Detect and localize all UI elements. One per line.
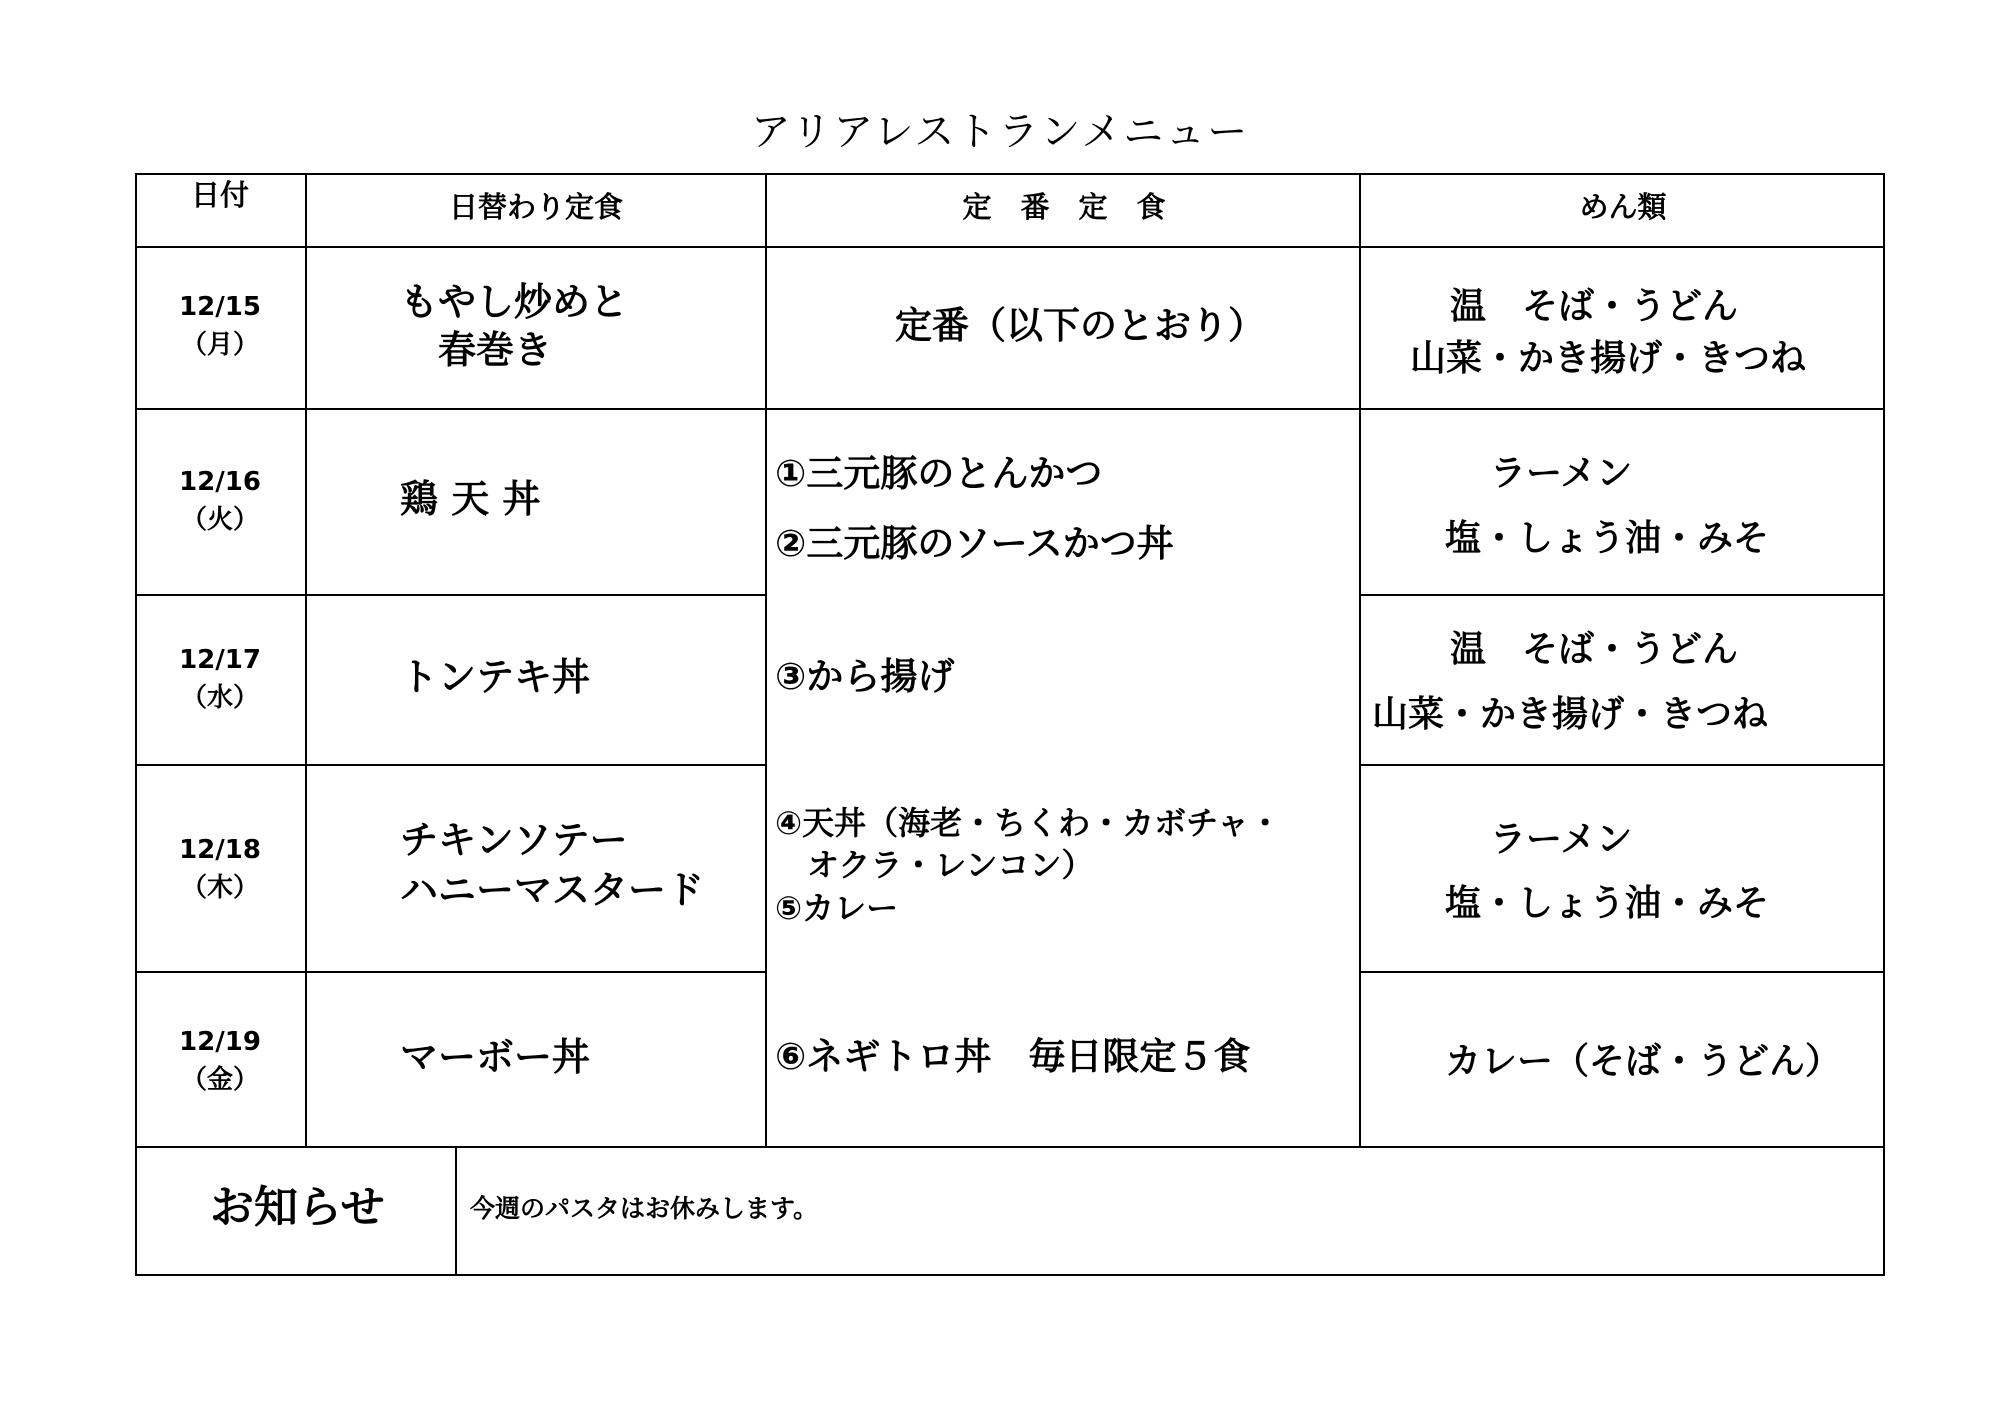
header-divider <box>135 246 1885 248</box>
weekday-cell: （水） <box>180 683 259 713</box>
daily-dish: マーボー丼 <box>400 1035 591 1079</box>
noodle-line: 山菜・かき揚げ・きつね <box>1410 338 1807 379</box>
noodle-line: 山菜・かき揚げ・きつね <box>1372 694 1769 735</box>
weekday-cell: （月） <box>180 330 259 360</box>
row-divider-2-left <box>135 594 767 596</box>
noodle-line: カレー（そば・うどん） <box>1445 1041 1842 1082</box>
table-border-top <box>135 173 1885 175</box>
standard-item: ③から揚げ <box>775 655 955 698</box>
header-date: 日付 <box>190 178 249 212</box>
table-border-right <box>1883 173 1885 1276</box>
col-divider-standard <box>1359 173 1361 1148</box>
date-cell: 12/15 <box>179 292 261 322</box>
date-cell: 12/17 <box>179 645 261 675</box>
header-noodles: めん類 <box>1579 190 1667 224</box>
daily-dish: トンテキ丼 <box>400 655 591 699</box>
daily-dish: チキンソテー <box>400 818 628 862</box>
standard-item: オクラ・レンコン） <box>775 846 1094 884</box>
date-cell: 12/18 <box>179 835 261 865</box>
weekday-cell: （木） <box>180 873 259 903</box>
col-divider-date <box>305 173 307 1148</box>
standard-intro: 定番（以下のとおり） <box>895 304 1265 347</box>
row-divider-4-right <box>1361 971 1885 973</box>
standard-item: ⑤カレー <box>775 889 899 927</box>
row-divider-3-left <box>135 764 767 766</box>
page-title: アリアレストランメニュー <box>750 109 1250 155</box>
notice-divider <box>135 1146 1885 1148</box>
standard-item: ②三元豚のソースかつ丼 <box>775 522 1174 565</box>
noodle-line: ラーメン <box>1490 453 1633 494</box>
standard-item: ④天丼（海老・ちくわ・カボチャ・ <box>775 804 1282 842</box>
row-divider-1 <box>135 408 1885 410</box>
header-daily-set-meal: 日替わり定食 <box>448 190 623 224</box>
weekday-cell: （火） <box>180 505 259 535</box>
noodle-line: 塩・しょう油・みそ <box>1445 518 1770 559</box>
table-border-bottom <box>135 1274 1885 1276</box>
date-cell: 12/19 <box>179 1027 261 1057</box>
row-divider-4-left <box>135 971 767 973</box>
noodle-line: 温 そば・うどん <box>1450 629 1739 670</box>
noodle-line: 塩・しょう油・みそ <box>1445 883 1770 924</box>
standard-item: ⑥ネギトロ丼 毎日限定５食 <box>775 1035 1251 1078</box>
noodle-line: ラーメン <box>1490 819 1633 860</box>
notice-text: 今週のパスタはお休みします。 <box>470 1194 819 1223</box>
daily-dish: 春巻き <box>400 328 553 372</box>
daily-dish: ハニーマスタード <box>400 868 705 912</box>
daily-dish: 鶏 天 丼 <box>400 477 541 521</box>
row-divider-3-right <box>1361 764 1885 766</box>
daily-dish: もやし炒めと <box>400 280 629 324</box>
date-cell: 12/16 <box>179 467 261 497</box>
col-divider-daily <box>765 173 767 1148</box>
weekday-cell: （金） <box>180 1065 259 1095</box>
row-divider-2-right <box>1361 594 1885 596</box>
header-standard-set-meal: 定 番 定 食 <box>962 190 1166 224</box>
notice-label: お知らせ <box>210 1182 385 1233</box>
standard-item: ①三元豚のとんかつ <box>775 452 1103 495</box>
notice-col-divider <box>455 1146 457 1276</box>
noodle-line: 温 そば・うどん <box>1450 286 1739 327</box>
